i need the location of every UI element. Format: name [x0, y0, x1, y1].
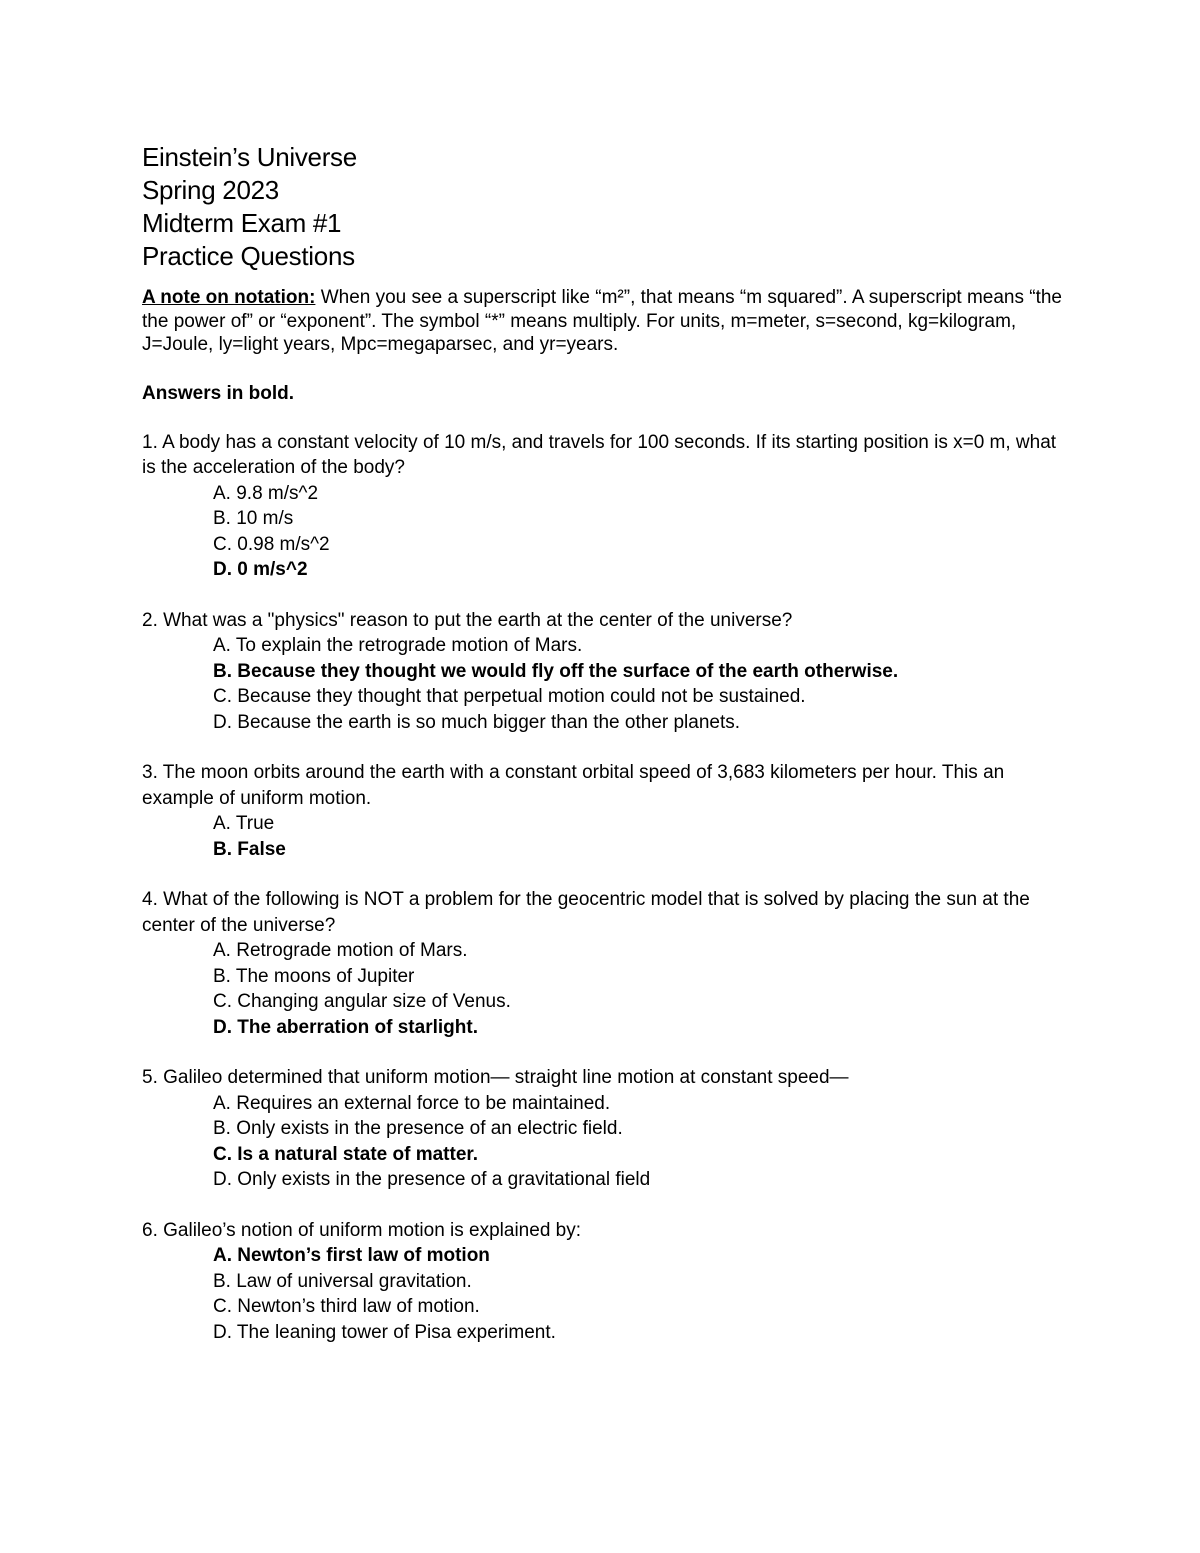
answer-options: [142, 938, 1072, 1040]
question-stem: 4. What of the following is NOT a problem for the geocentric model that is solved by placing the sun at the center of the universe?: [142, 889, 1030, 936]
notation-note-text: When you see a superscript like “m²”, that means “m squared”. A superscript means “the the power of” or “exponent”. The symbol “*” means multiply. For units, m=meter, s=second, kg=kilogram, J=Joule, ly=light years, Mpc=megaparsec, and yr=years.: [142, 287, 1062, 355]
correct-answer-option: A. Newton’s first law of motion: [213, 1245, 490, 1266]
document-page: [142, 141, 1072, 1370]
question-list: [142, 430, 1072, 1346]
answer-options: [142, 811, 1072, 862]
question-stem: 6. Galileo’s notion of uniform motion is explained by:: [142, 1219, 582, 1241]
answer-option: B. The moons of Jupiter: [213, 965, 415, 987]
answer-option: C. Changing angular size of Venus.: [213, 991, 511, 1012]
question-4: [142, 887, 1072, 1040]
answer-option: C. 0.98 m/s^2: [213, 533, 330, 555]
term-title: Spring 2023: [142, 175, 279, 205]
answer-option: A. Requires an external force to be maintained.: [213, 1092, 611, 1114]
notation-note: [142, 286, 1072, 357]
question-stem: 3. The moon orbits around the earth with a constant orbital speed of 3,683 kilometers per hour. This an example of uniform motion.: [142, 762, 1005, 809]
answer-option: D. The leaning tower of Pisa experiment.: [213, 1321, 556, 1343]
answer-option: C. Because they thought that perpetual motion could not be sustained.: [213, 686, 806, 707]
question-5: [142, 1065, 1072, 1193]
answers-hint: Answers in bold.: [142, 382, 295, 404]
answer-option: A. 9.8 m/s^2: [213, 482, 319, 504]
course-title: Einstein’s Universe: [142, 142, 357, 172]
answer-option: D. Because the earth is so much bigger than the other planets.: [213, 711, 741, 733]
document-title: [142, 141, 1072, 273]
question-3: [142, 760, 1072, 862]
answer-option: A. To explain the retrograde motion of Mars.: [213, 635, 583, 656]
correct-answer-option: B. Because they thought we would fly off the surface of the earth otherwise.: [213, 660, 899, 682]
correct-answer-option: D. The aberration of starlight.: [213, 1016, 478, 1038]
question-stem: 2. What was a "physics" reason to put the earth at the center of the universe?: [142, 609, 793, 631]
correct-answer-option: C. Is a natural state of matter.: [213, 1143, 479, 1165]
answer-options: [142, 1091, 1072, 1193]
correct-answer-option: D. 0 m/s^2: [213, 559, 308, 580]
answer-option: B. 10 m/s: [213, 508, 294, 529]
question-2: [142, 608, 1072, 736]
notation-note-label: A note on notation:: [142, 287, 316, 308]
answer-option: B. Only exists in the presence of an electric field.: [213, 1118, 623, 1139]
answer-option: D. Only exists in the presence of a gravitational field: [213, 1169, 651, 1190]
answer-options: [142, 481, 1072, 583]
answer-options: [142, 1243, 1072, 1345]
answer-option: A. Retrograde motion of Mars.: [213, 940, 468, 961]
answer-option: A. True: [213, 813, 275, 834]
subtitle: Practice Questions: [142, 241, 355, 271]
question-stem: 5. Galileo determined that uniform motion— straight line motion at constant speed—: [142, 1067, 849, 1088]
correct-answer-option: B. False: [213, 838, 286, 860]
question-6: [142, 1218, 1072, 1346]
answer-options: [142, 633, 1072, 735]
question-1: [142, 430, 1072, 583]
exam-title: Midterm Exam #1: [142, 208, 342, 238]
question-stem: 1. A body has a constant velocity of 10 m/s, and travels for 100 seconds. If its starting position is x=0 m, what is the acceleration of the body?: [142, 431, 1057, 478]
answer-option: C. Newton’s third law of motion.: [213, 1296, 480, 1317]
answer-option: B. Law of universal gravitation.: [213, 1270, 472, 1292]
